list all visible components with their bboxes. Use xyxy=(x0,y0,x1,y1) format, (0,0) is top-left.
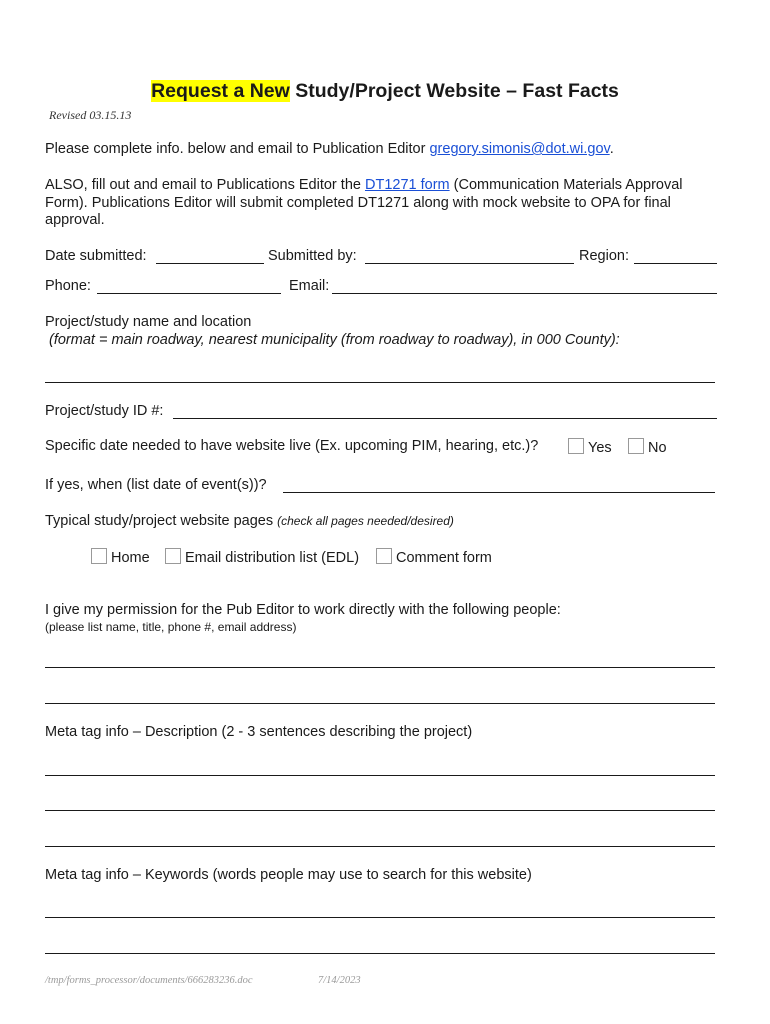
submitted-by-label: Submitted by: xyxy=(268,248,357,264)
permission-line-1[interactable] xyxy=(45,667,715,668)
home-option[interactable] xyxy=(91,548,150,568)
footer-date: 7/14/2023 xyxy=(318,975,361,986)
project-id-field[interactable] xyxy=(173,418,717,419)
also-before: ALSO, fill out and email to Publications Editor the xyxy=(45,177,365,193)
meta-description-label: Meta tag info – Description (2 - 3 sentences describing the project) xyxy=(45,724,473,740)
date-submitted-field[interactable] xyxy=(156,263,264,264)
dt1271-link[interactable]: DT1271 form xyxy=(364,177,450,193)
intro-paragraph xyxy=(45,141,614,159)
home-checkbox[interactable] xyxy=(91,548,107,564)
revised-date: Revised 03.15.13 xyxy=(49,108,132,122)
meta-keywords-line-2[interactable] xyxy=(45,953,715,954)
edl-option[interactable] xyxy=(165,548,359,568)
meta-keywords-line-1[interactable] xyxy=(45,917,715,918)
no-label: No xyxy=(648,440,667,456)
yes-label: Yes xyxy=(588,440,612,456)
meta-description-line-1[interactable] xyxy=(45,775,715,776)
pages-label: Typical study/project website pages xyxy=(45,513,278,529)
phone-label: Phone: xyxy=(45,278,91,294)
editor-email-link[interactable]: gregory.simonis@dot.wi.gov xyxy=(429,141,610,157)
home-label: Home xyxy=(111,550,150,566)
live-question: Specific date needed to have website live (Ex. upcoming PIM, hearing, etc.)? xyxy=(45,438,539,454)
event-date-field[interactable] xyxy=(283,492,715,493)
intro-end: . xyxy=(609,141,614,157)
phone-field[interactable] xyxy=(97,293,281,294)
permission-line-2[interactable] xyxy=(45,703,715,704)
edl-checkbox[interactable] xyxy=(165,548,181,564)
comment-form-checkbox[interactable] xyxy=(376,548,392,564)
yes-option[interactable] xyxy=(568,438,612,458)
project-format-hint: (format = main roadway, nearest municipality (from roadway to roadway), in 000 County): xyxy=(49,332,620,348)
also-line3: approval. xyxy=(45,212,105,228)
no-checkbox[interactable] xyxy=(628,438,644,454)
submitted-by-field[interactable] xyxy=(365,263,574,264)
comment-form-label: Comment form xyxy=(396,550,492,566)
date-submitted-label: Date submitted: xyxy=(45,248,147,264)
also-paragraph xyxy=(45,177,735,230)
title-highlight: Request a New xyxy=(151,80,290,102)
email-label: Email: xyxy=(289,278,330,294)
meta-description-line-2[interactable] xyxy=(45,810,715,811)
title-rest: Study/Project Website – Fast Facts xyxy=(289,80,619,102)
permission-hint: (please list name, title, phone #, email address) xyxy=(45,620,297,634)
region-label: Region: xyxy=(579,248,629,264)
region-field[interactable] xyxy=(634,263,717,264)
also-line2: Form). Publications Editor will submit completed DT1271 along with mock website to OPA for final xyxy=(45,194,671,211)
email-field[interactable] xyxy=(332,293,717,294)
permission-text: I give my permission for the Pub Editor to work directly with the following people: xyxy=(45,602,561,618)
comment-form-option[interactable] xyxy=(376,548,492,568)
also-after: (Communication Materials Approval xyxy=(449,177,683,193)
project-name-label: Project/study name and location xyxy=(45,314,252,330)
edl-label: Email distribution list (EDL) xyxy=(185,550,360,566)
yes-checkbox[interactable] xyxy=(568,438,584,454)
meta-keywords-label: Meta tag info – Keywords (words people may use to search for this website) xyxy=(45,867,532,883)
event-date-label: If yes, when (list date of event(s))? xyxy=(45,477,267,493)
pages-heading xyxy=(45,513,454,531)
no-option[interactable] xyxy=(628,438,667,458)
meta-description-line-3[interactable] xyxy=(45,846,715,847)
pages-hint: (check all pages needed/desired) xyxy=(277,514,454,528)
footer-path: /tmp/forms_processor/documents/666283236.doc xyxy=(45,975,253,986)
project-id-label: Project/study ID #: xyxy=(45,403,164,419)
page-title xyxy=(0,80,770,103)
project-name-field[interactable] xyxy=(45,382,715,383)
intro-text: Please complete info. below and email to Publication Editor xyxy=(45,141,430,157)
